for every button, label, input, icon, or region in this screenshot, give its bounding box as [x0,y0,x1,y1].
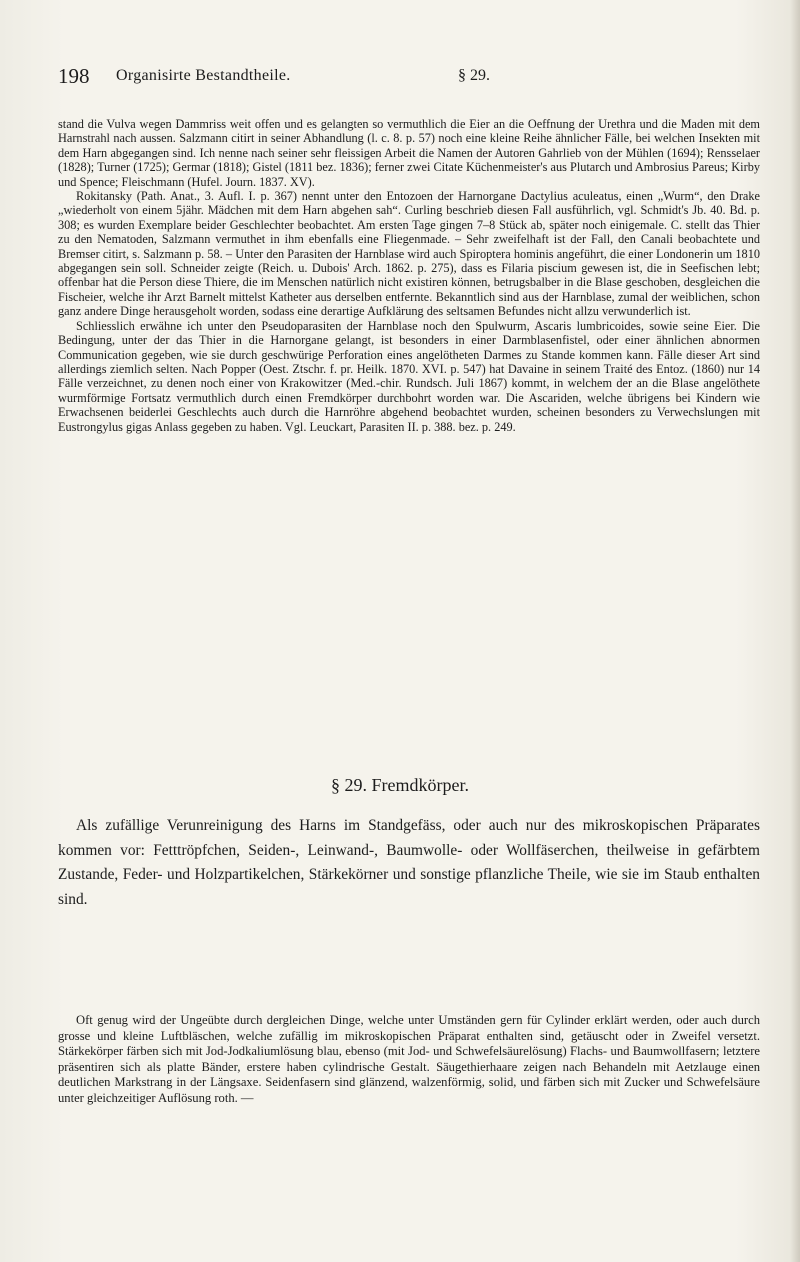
main-text-block [58,814,760,912]
paragraph-rokitansky: Rokitansky (Path. Anat., 3. Aufl. I. p. 367) nennt unter den Entozoen der Harnorgane Dactylius aculeatus, einen „Wurm“, den Drake „wiederholt von einem 5jähr. Mädchen mit dem Harn abgehen sah“. Curling beschrieb diesen Fall ausführlich, vgl. Schmidt's Jb. 40. Bd. p. 308; es wurden Exemplare beider Geschlechter beobachtet. Am ersten Tage gingen 7–8 Stück ab, später noch einigemale. C. stellt das Thier zu den Nematoden, Salzmann vermuthet in ihm ebenfalls eine Fliegenmade. – Sehr zweifelhaft ist der Fall, den Canali beobachtete und Bremser citirt, s. Salzmann p. 58. – Unter den Parasiten der Harnblase wird auch Spiroptera hominis angeführt, die einer Londonerin um 1810 abgegangen sein soll. Schneider zeigte (Reich. u. Dubois' Arch. 1862. p. 275), dass es Filaria piscium gewesen ist, die in Seefischen lebt; offenbar hat die Person diese Thiere, die im Menschen natürlich nicht existiren können, betrugsbalber in die Blase geschoben, desgleichen die Fischeier, welche ihr Arzt Barnelt mittelst Katheter aus derselben entfernte. Bekanntlich sind aus der Harnblase, zumal der weiblichen, schon ganz andere Dinge herausgeholt worden, sodass eine derartige Aufklärung des seltsamen Befundes nicht allzu verwunderlich ist. [58,189,760,319]
page-header [58,64,758,90]
paragraph-ungeuebte: Oft genug wird der Ungeübte durch dergleichen Dinge, welche unter Umständen gern für Cylinder erklärt werden, oder auch durch grosse und kleine Luftbläschen, welche zufällig im mikroskopischen Präparat enthalten sind, getäuscht oder in Zweifel versetzt. Stärkekörper färben sich mit Jod-Jodkaliumlösung blau, ebenso (mit Jod- und Schwefelsäurelösung) Flachs- und Baumwollfasern; letztere präsentiren sich als platte Bänder, erstere haben cylindrische Gestalt. Säugethierhaare zeigen nach Behandeln mit Aetzlauge einen deutlichen Markstrang in der Längsaxe. Seidenfasern sind glänzend, walzenförmig, solid, und färben sich mit Zucker und Schwefelsäure unter gleichzeitiger Auflösung roth. — [58,1013,760,1105]
header-section-ref: § 29. [458,67,490,84]
paragraph-vulva: stand die Vulva wegen Dammriss weit offen und es gelangten so vermuthlich die Eier an die Oeffnung der Urethra und die Maden mit dem Harnstrahl nach aussen. Salzmann citirt in seiner Abhandlung (l. c. 8. p. 57) noch eine kleine Reihe ähnlicher Fälle, bei welchen Insekten mit dem Harn abgegangen sind. Ich nenne nach seiner sehr fleissigen Arbeit die Namen der Autoren Gahrlieb von der Mühlen (1694); Rensselaer (1828); Turner (1725); Germar (1818); Gistel (1811 bez. 1836); ferner zwei Citate Küchenmeister's aus Plutarch und Ambrosius Pareus; Kirby und Spence; Fleischmann (Hufel. Journ. 1837. XV). [58,117,760,189]
section-heading: § 29. Fremdkörper. [331,775,469,795]
page-number: 198 [58,64,90,88]
paragraph-spulwurm: Schliesslich erwähne ich unter den Pseudoparasiten der Harnblase noch den Spulwurm, Ascaris lumbricoides, sowie seine Eier. Die Bedingung, unter der das Thier in die Harnorgane gelangt, ist besonders in einer Darmblasenfistel, oder einer ähnlichen abnormen Communication gegeben, wie sie durch geschwürige Perforation eines angelötheten Darmes zu Stande kommen kann. Fälle dieser Art sind allerdings ziemlich selten. Nach Popper (Oest. Ztschr. f. pr. Heilk. 1870. XVI. p. 547) hat Davaine in seinem Traité des Entoz. (1860) nur 14 Fälle verzeichnet, zu denen noch einer von Krakowitzer (Med.-chir. Rundsch. Juli 1867) kommt, in welchem der an die Blase angelöthete wurmförmige Fortsatz vermuthlich durch einen Fremdkörper durchbohrt worden war. Die Ascariden, welche übrigens bei Kindern wie Erwachsenen beiderlei Geschlechts auch durch die Harnröhre abgehend beobachtet wurden, scheinen besonders zu Verwechslungen mit Eustrongylus gigas Anlass gegeben zu haben. Vgl. Leuckart, Parasiten II. p. 388. bez. p. 249. [58,318,760,434]
page-edge-shadow [790,0,800,1262]
footnote-block [58,117,760,434]
paragraph-fremdkoerper: Als zufällige Verunreinigung des Harns im Standgefäss, oder auch nur des mikroskopischen Präparates kommen vor: Fetttröpfchen, Seiden-, Leinwand-, Baumwolle- oder Wollfäserchen, theilweise in gefärbtem Zustande, Feder- und Holzpartikelchen, Stärkekörner und sonstige pflanzliche Theile, wie sie im Staub enthalten sind. [58,817,760,908]
running-head: Organisirte Bestandtheile. [116,67,291,84]
closing-text-block [58,1013,760,1107]
